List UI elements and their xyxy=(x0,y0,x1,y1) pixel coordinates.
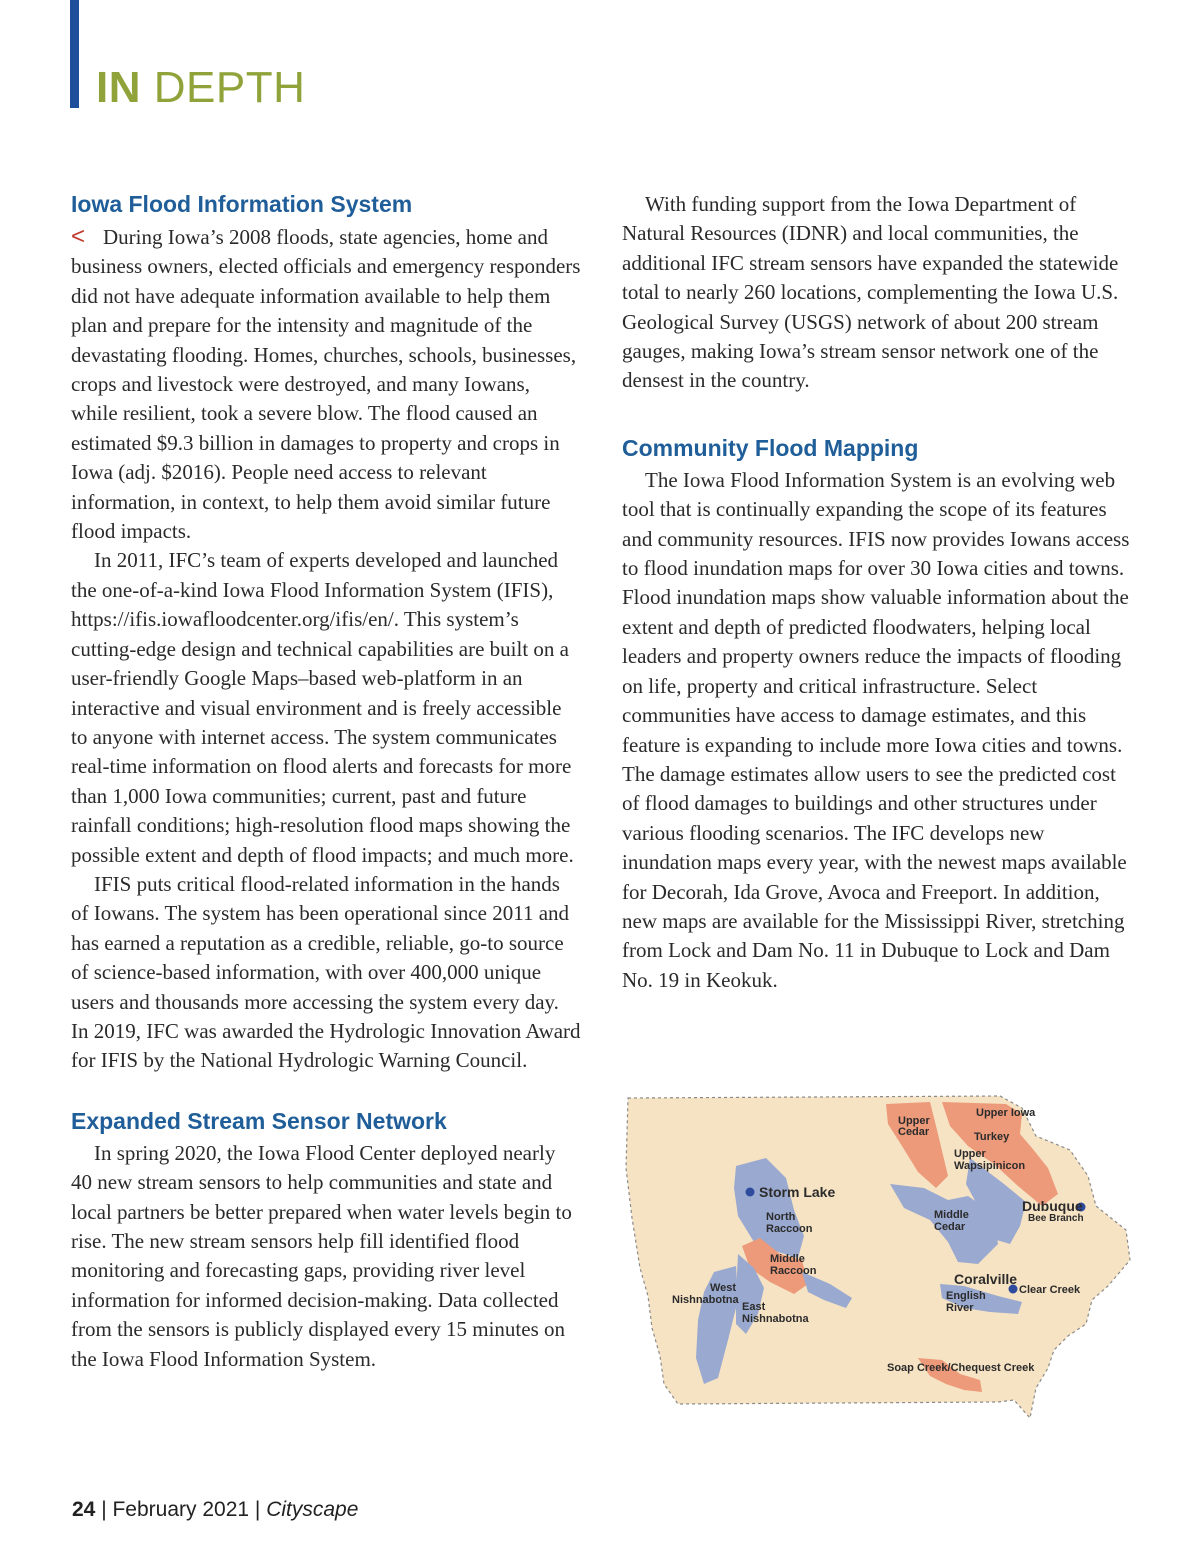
page-number: 24 xyxy=(72,1498,96,1521)
label-middle-cedar: Cedar xyxy=(934,1221,966,1233)
left-column xyxy=(71,190,581,1374)
label-dubuque: Dubuque xyxy=(1022,1198,1083,1214)
footer-date: February 2021 xyxy=(112,1498,250,1521)
label-west-nishnabotna: West xyxy=(710,1282,737,1294)
label-north-raccoon: Raccoon xyxy=(766,1223,813,1235)
label-coralville: Coralville xyxy=(954,1271,1018,1287)
section-title xyxy=(96,63,306,112)
label-upper-cedar: Upper xyxy=(898,1115,930,1127)
label-middle-raccoon: Raccoon xyxy=(770,1265,817,1277)
section-title-bold: IN xyxy=(96,63,141,112)
section-accent-bar xyxy=(70,0,79,108)
label-turkey: Turkey xyxy=(974,1131,1010,1143)
storm-lake-dot xyxy=(746,1188,755,1197)
page-footer xyxy=(72,1498,358,1522)
label-west-nishnabotna: Nishnabotna xyxy=(672,1294,739,1306)
label-storm-lake: Storm Lake xyxy=(759,1184,836,1200)
label-upper-wapsipinicon: Wapsipinicon xyxy=(954,1160,1026,1172)
label-middle-raccoon: Middle xyxy=(770,1253,805,1265)
footer-separator: | xyxy=(249,1498,267,1521)
paragraph: The Iowa Flood Information System is an evolving web tool that is continually expanding the scope of its features and community resources. IFIS now provides Iowans access to flood inundation maps for over 30 Iowa cities and towns. Flood inundation maps show valuable information about the extent and depth of predicted floodwaters, helping local leaders and property owners reduce the impacts of flooding on life, property and critical infrastructure. Select communities have access to damage estimates, and this feature is expanding to include more Iowa cities and towns. The damage estimates allow users to see the predicted cost of flood damages to buildings and other structures under various flooding scenarios. The IFC develops new inundation maps every year, with the newest maps available for Decorah, Ida Grove, Avoca and Freeport. In addition, new maps are available for the Mississippi River, stretching from Lock and Dam No. 11 in Dubuque to Lock and Dam No. 19 in Keokuk. xyxy=(622,467,1130,992)
label-east-nishnabotna: East xyxy=(742,1301,766,1313)
right-column xyxy=(622,190,1134,995)
label-bee-branch: Bee Branch xyxy=(1028,1213,1084,1224)
label-upper-iowa: Upper Iowa xyxy=(976,1107,1036,1119)
heading-expanded-stream-sensor-network: Expanded Stream Sensor Network xyxy=(71,1107,447,1134)
label-upper-cedar: Cedar xyxy=(898,1126,930,1138)
paragraph-text: During Iowa’s 2008 floods, state agencies, home and business owners, elected officials and emergency responders did not have adequate information available to help them plan and prepare for the intensity and magnitude of the devastating flooding. Homes, churches, schools, businesses, crops and livestock were destroyed, and many Iowans, while resilient, took a severe blow. The flood caused an estimated $9.3 billion in damages to property and crops in Iowa (adj. $2016). People need access to relevant information, in context, to help them avoid similar future flood impacts. xyxy=(71,225,581,544)
paragraph: With funding support from the Iowa Department of Natural Resources (IDNR) and local communities, the additional IFC stream sensors have expanded the statewide total to nearly 260 locations, complementing the Iowa U.S. Geological Survey (USGS) network of about 200 stream gauges, making Iowa’s stream sensor network one of the densest in the country. xyxy=(622,192,1119,393)
footer-separator: | xyxy=(95,1498,113,1521)
section-title-light: DEPTH xyxy=(153,63,306,112)
paragraph: In spring 2020, the Iowa Flood Center deployed nearly 40 new stream sensors to help communities and state and local partners be better prepared when water levels begin to rise. The new stream sensors help fill identified flood monitoring and forecasting gaps, providing river level information for informed decision-making. Data collected from the sensors is publicly displayed every 15 minutes on the Iowa Flood Information System. xyxy=(71,1140,572,1371)
label-north-raccoon: North xyxy=(766,1211,796,1223)
footer-publication: Cityscape xyxy=(266,1498,359,1521)
paragraph xyxy=(71,222,581,546)
iowa-watershed-map xyxy=(618,1088,1134,1428)
heading-iowa-flood-information-system: Iowa Flood Information System xyxy=(71,191,413,217)
paragraph: In 2011, IFC’s team of experts developed and launched the one-of-a-kind Iowa Flood Information System (IFIS), https://ifis.iowafloodcenter.org/ifis/en/. This system’s cutting-edge design and technical capabilities are built on a user-friendly Google Maps–based web-platform in an interactive and visual environment and is freely accessible to anyone with internet access. The system communicates real-time information on flood alerts and forecasts for more than 1,000 Iowa communities; current, past and future rainfall conditions; high-resolution flood maps showing the possible extent and depth of flood impacts; and much more. xyxy=(71,548,574,867)
label-upper-wapsipinicon: Upper xyxy=(954,1148,986,1160)
chevron-left-icon: < xyxy=(71,223,86,250)
label-clear-creek: Clear Creek xyxy=(1019,1284,1081,1296)
heading-community-flood-mapping: Community Flood Mapping xyxy=(622,434,919,461)
label-english-river: English xyxy=(946,1290,986,1302)
label-soap-creek: Soap Creek/Chequest Creek xyxy=(887,1362,1035,1374)
label-middle-cedar: Middle xyxy=(934,1209,969,1221)
label-east-nishnabotna: Nishnabotna xyxy=(742,1313,809,1325)
paragraph: IFIS puts critical flood-related information in the hands of Iowans. The system has been operational since 2011 and has earned a reputation as a credible, reliable, go-to source of science-based information, with over 400,000 unique users and thousands more accessing the system every day. In 2019, IFC was awarded the Hydrologic Innovation Award for IFIS by the National Hydrologic Warning Council. xyxy=(71,871,581,1073)
label-english-river: River xyxy=(946,1302,974,1314)
